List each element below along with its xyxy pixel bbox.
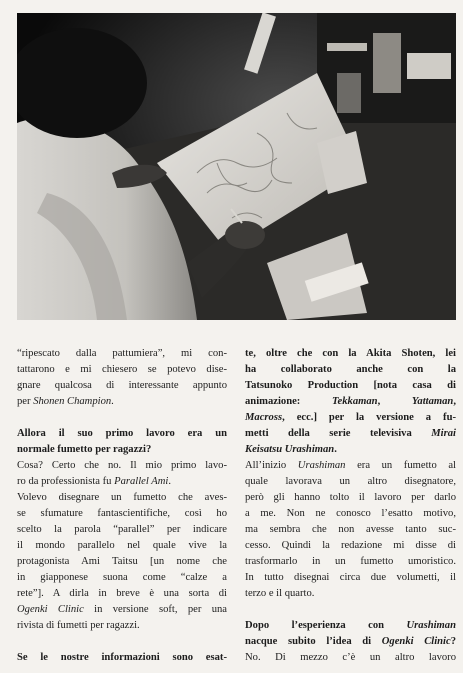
text-line: ro da professionista fu Parallel Ami.	[17, 476, 171, 487]
interview-question	[245, 618, 456, 650]
text-line: ma sembra che non avesse tanto suc-	[245, 524, 456, 535]
text-line: Tatsunoko Production [nota casa di	[245, 380, 456, 391]
text-line: Allora il suo primo lavoro era un	[17, 428, 227, 439]
work-title: Keisatsu Urashiman	[245, 444, 335, 455]
interview-answer	[245, 458, 456, 602]
text-line: normale fumetto per ragazzi?	[17, 444, 152, 455]
text-line: cesso. Quindi la redazione mi disse di	[245, 540, 456, 551]
interview-answer	[17, 458, 227, 634]
text-line: nacque subito l’idea di Ogenki Clinic?	[245, 636, 456, 647]
work-title: Yattaman	[411, 396, 454, 407]
interview-question	[17, 650, 227, 666]
text-line: “ripescato dalla pattumiera”, mi con-	[17, 348, 227, 359]
interview-question	[245, 346, 456, 458]
text-line: ha collaborato anche con la	[245, 364, 456, 375]
work-title: Parallel Ami	[114, 476, 169, 487]
artist-photo	[17, 13, 456, 320]
paragraph-continuation	[17, 346, 227, 410]
text-line: Volevo disegnare un fumetto che aves-	[17, 492, 227, 503]
text-line: All’inizio Urashiman era un fumetto al	[245, 460, 456, 471]
work-title: Urashiman	[406, 620, 456, 631]
text-line: terzo e il quarto.	[245, 588, 315, 599]
text-line: In tutto disegnai circa due volumetti, il	[245, 572, 456, 583]
work-title: Urashiman	[297, 460, 346, 471]
right-text-column	[245, 346, 456, 666]
text-line: Keisatsu Urashiman.	[245, 444, 337, 455]
text-line: Dopo l’esperienza con Urashiman	[245, 620, 456, 631]
work-title: Ogenki Clinic	[381, 636, 451, 647]
text-line: quale lavorava un altro disegnatore,	[245, 476, 456, 487]
text-line: rivista di fumetti per ragazzi.	[17, 620, 140, 631]
magazine-title: Shonen Champion	[33, 396, 112, 407]
text-line: Macross, ecc.] per la versione a fu-	[245, 412, 456, 423]
work-title: Macross	[245, 412, 283, 423]
work-title: Ogenki Clinic	[17, 604, 84, 615]
text-line: Cosa? Certo che no. Il mio primo lavo-	[17, 460, 227, 471]
text-line: No. Di mezzo c’è un altro lavoro	[245, 652, 456, 663]
artist-drawing-photo	[17, 13, 456, 320]
text-line: animazione: Tekkaman, Yattaman,	[245, 396, 456, 407]
left-text-column	[17, 346, 227, 666]
text-line: a me. Non ne conosco l’esatto motivo,	[245, 508, 456, 519]
text-line: protagonista Ami Taitsu [un nome che	[17, 556, 227, 567]
text-line: per Shonen Champion.	[17, 396, 114, 407]
work-title: Mirai	[431, 428, 456, 439]
text-line: Se le nostre informazioni sono esat-	[17, 652, 227, 663]
interview-question	[17, 426, 227, 458]
text-line: gnare qualcosa di interessante appunto	[17, 380, 227, 391]
text-line: se sfumature fantascientifiche, così ho	[17, 508, 227, 519]
text-line: rete”]. A dirla in breve è una sorta di	[17, 588, 227, 599]
text-line: Ogenki Clinic in versione soft, per una	[17, 604, 227, 615]
work-title: Tekkaman	[332, 396, 378, 407]
text-line: trasformarlo in un fumetto umoristico.	[245, 556, 456, 567]
text-line: scelto la parola “parallel” per indicare	[17, 524, 227, 535]
text-line: il mondo parallelo nel quale vive la	[17, 540, 227, 551]
interview-answer	[245, 650, 456, 666]
text-line: te, oltre che con la Akita Shoten, lei	[245, 348, 456, 359]
text-line: in giapponese suona come “calze a	[17, 572, 227, 583]
text-line: metti della serie televisiva Mirai	[245, 428, 456, 439]
text-line: però gli hanno tolto il lavoro per darlo	[245, 492, 456, 503]
text-line: tattarono e mi chiesero se potevo dise-	[17, 364, 227, 375]
